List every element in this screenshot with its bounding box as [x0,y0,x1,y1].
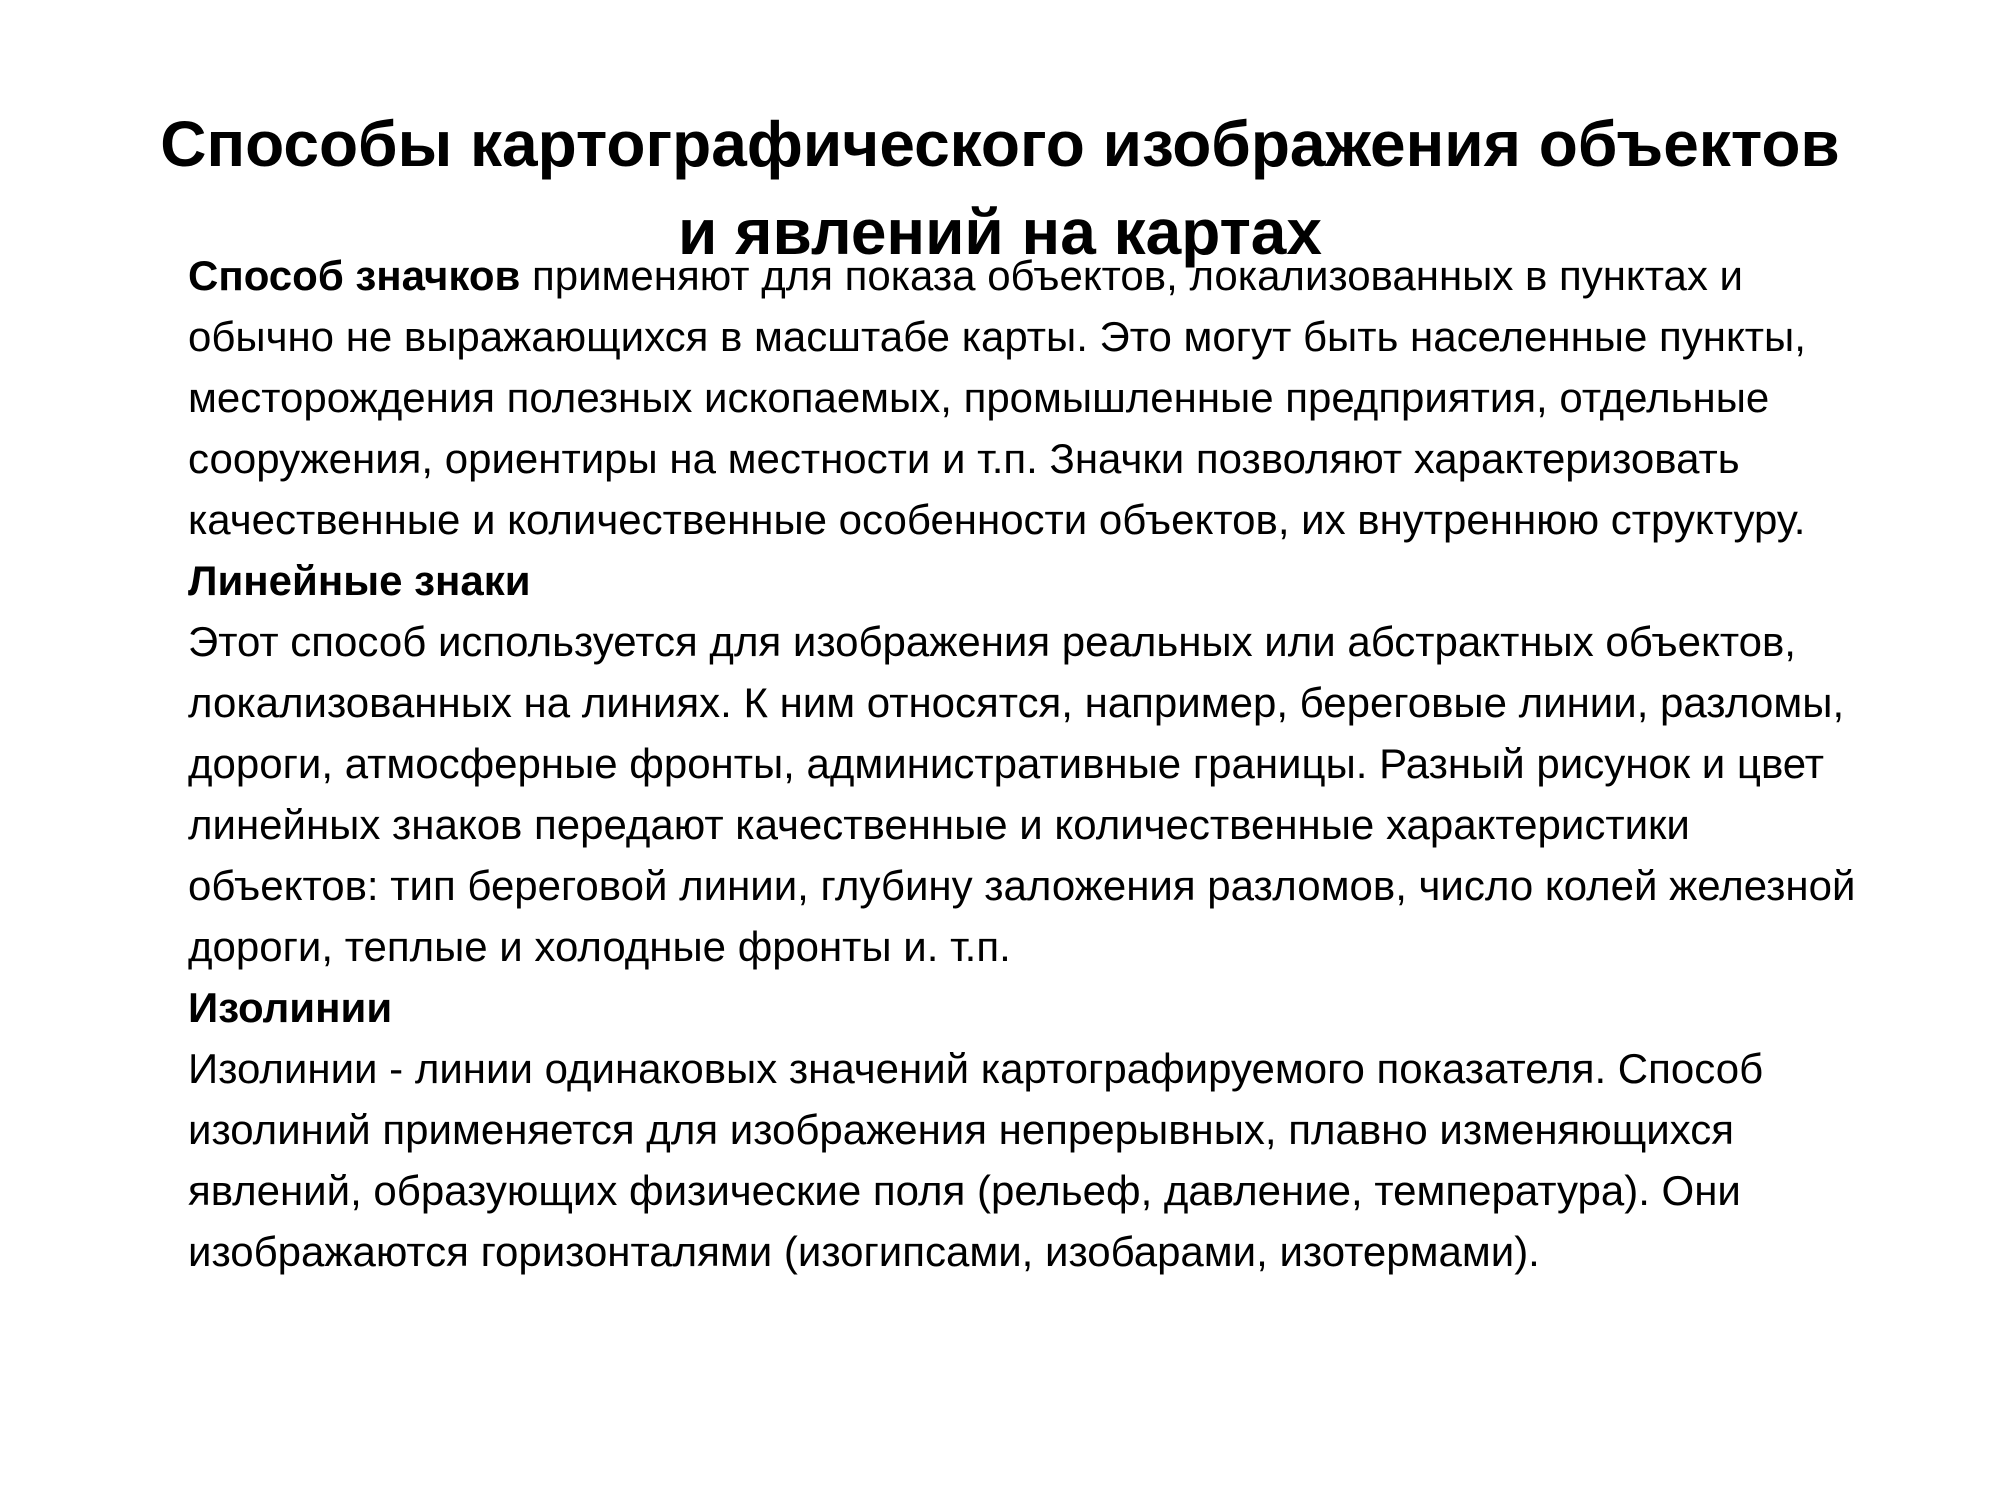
slide-title-line-1: Способы картографического изображения объектов [160,108,1840,180]
section-symbols-term: Способ значков [188,252,521,299]
section-isolines-text: Изолинии - линии одинаковых значений картографируемого показателя. Способ изолиний применяется для изображения непрерывных, плавно изменяющихся явлений, образующих физические поля (рельеф, давление, температура). Они изображаются горизонталями (изогипсами, изобарами, изотермами). [188,1045,1764,1275]
slide-body [188,245,1888,1282]
slide-title-line-2: и явлений на картах [678,196,1322,268]
section-linear-heading: Линейные знаки [188,557,531,604]
section-linear-text: Этот способ используется для изображения реальных или абстрактных объектов, локализованных на линиях. К ним относятся, например, береговые линии, разломы, дороги, атмосферные фронты, административные границы. Разный рисунок и цвет линейных знаков передают качественные и количественные характеристики объектов: тип береговой линии, глубину заложения разломов, число колей железной дороги, теплые и холодные фронты и. т.п. [188,618,1856,970]
section-symbols [188,245,1888,550]
section-isolines-heading: Изолинии [188,984,393,1031]
section-symbols-text: применяют для показа объектов, локализованных в пунктах и обычно не выражающихся в масштабе карты. Это могут быть населенные пункты, месторождения полезных ископаемых, промышленные предприятия, отдельные сооружения, ориентиры на местности и т.п. Значки позволяют характеризовать качественные и количественные особенности объектов, их внутреннюю структуру. [188,252,1806,543]
